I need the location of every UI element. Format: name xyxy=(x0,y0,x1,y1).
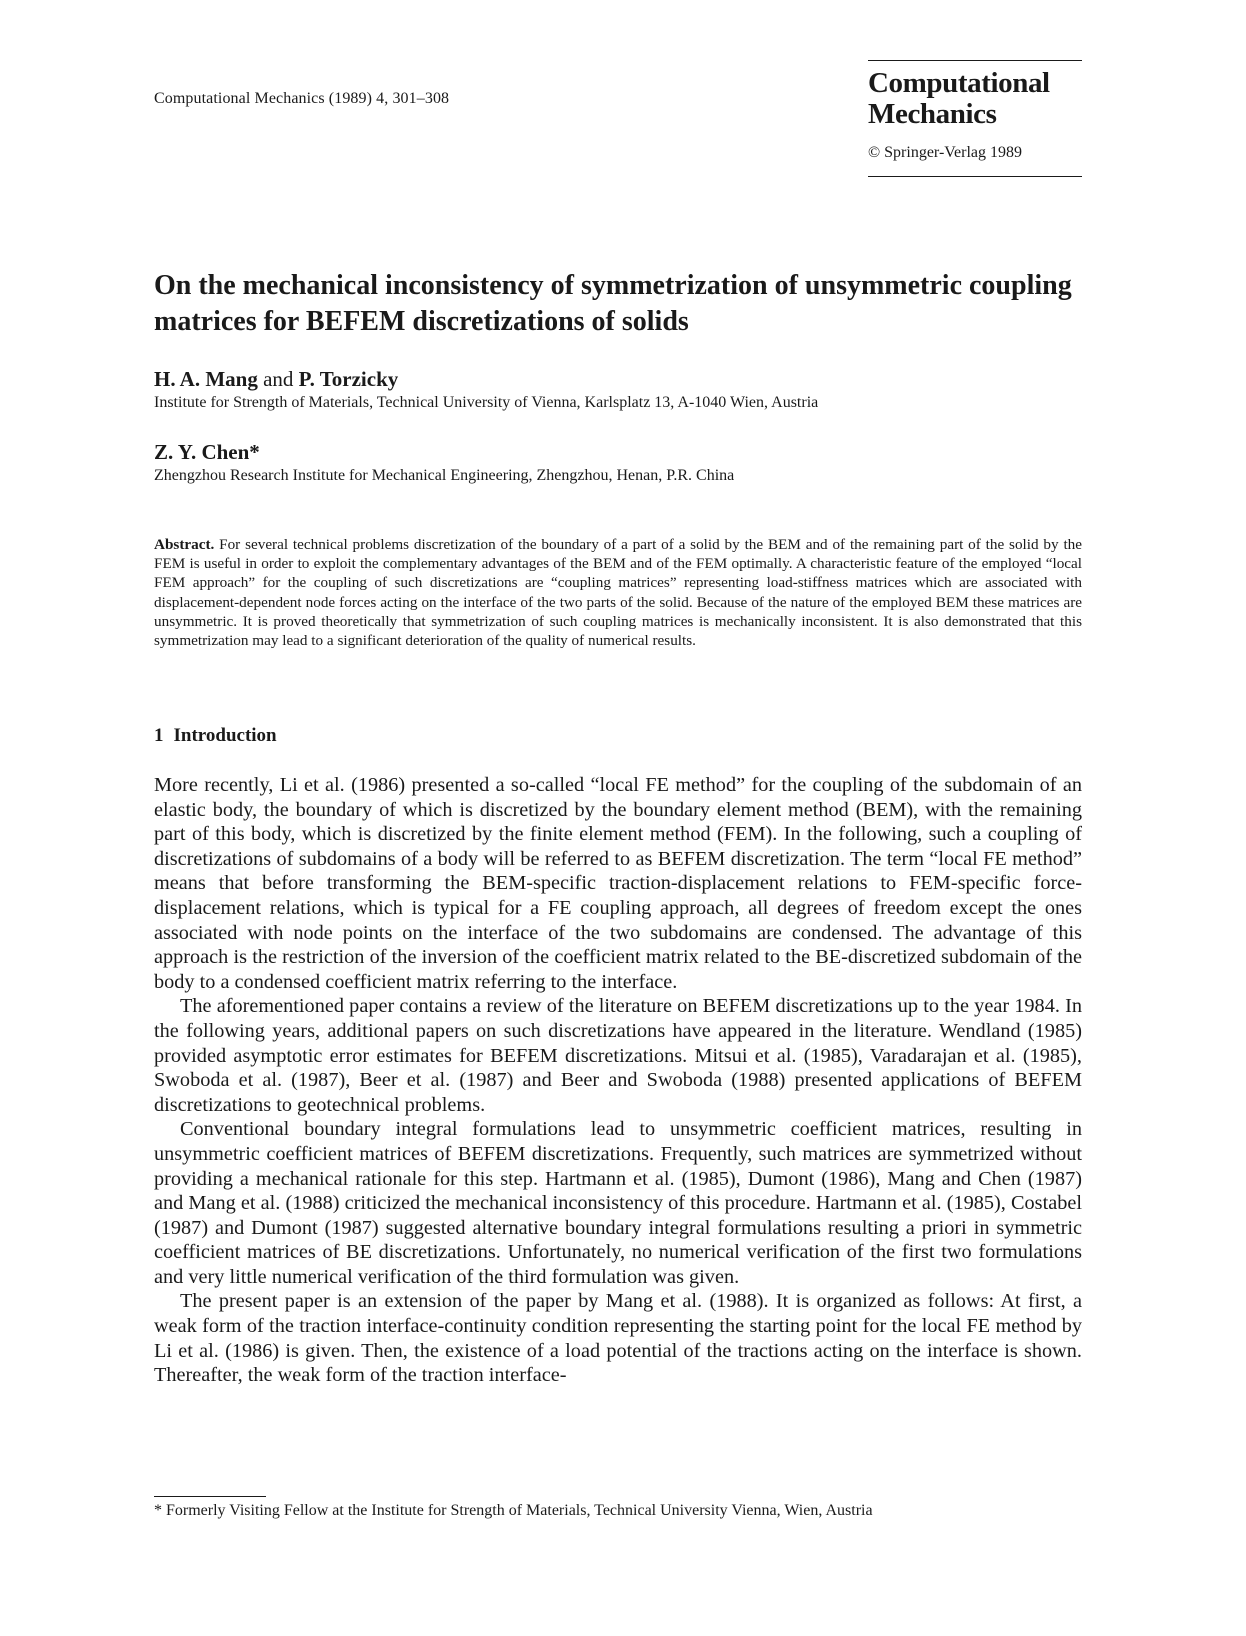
author-line-1 xyxy=(154,367,398,392)
author-affiliation-2: Zhengzhou Research Institute for Mechanical Engineering, Zhengzhou, Henan, P.R. China xyxy=(154,467,735,484)
body-paragraph: Conventional boundary integral formulations lead to unsymmetric coefficient matrices, resulting in unsymmetric coefficient matrices of BEFEM discretizations. Frequently, such matrices are symmetrized without providing a mechanical rationale for this step. Hartmann et al. (1985), Dumont (1986), Mang and Chen (1987) and Mang et al. (1988) criticized the mechanical inconsistency of this procedure. Hartmann et al. (1985), Costabel (1987) and Dumont (1987) suggested alternative boundary integral formulations resulting a priori in symmetric coefficient matrices of BE discretizations. Unfortunately, no numerical verification of the first two formulations and very little numerical verification of the third formulation was given. xyxy=(154,1118,1082,1288)
journal-name xyxy=(868,68,1082,130)
section-heading xyxy=(154,725,277,747)
journal-name-line1: Computational xyxy=(868,67,1050,99)
copyright-notice: © Springer-Verlag 1989 xyxy=(868,144,1023,161)
abstract-text: For several technical problems discretization of the boundary of a part of a solid by the BEM and of the remaining part of the solid by the FEM is useful in order to exploit the complementary advantages of the BEM and of the FEM optimally. A characteristic feature of the employed “local FEM approach” for the coupling of such discretizations are “coupling matrices” representing load-stiffness matrices which are associated with displacement-dependent node forces acting on the interface of the two parts of the solid. Because of the nature of the employed BEM these matrices are unsymmetric. It is proved theoretically that symmetrization of such coupling matrices is mechanically inconsistent. It is also demonstrated that this symmetrization may lead to a significant deterioration of the quality of numerical results. xyxy=(154,536,1082,650)
author-line-2 xyxy=(154,440,260,465)
section-body xyxy=(154,773,1082,1388)
footnote-rule xyxy=(154,1496,266,1497)
masthead-rule-bottom xyxy=(868,176,1082,177)
author-connector: and xyxy=(257,367,299,391)
body-paragraph: The present paper is an extension of the paper by Mang et al. (1988). It is organized as follows: At first, a weak form of the traction interface-continuity condition representing the starting point for the local FE method by Li et al. (1986) is given. Then, the existence of a load potential of the tractions acting on the interface is shown. Thereafter, the weak form of the traction interface- xyxy=(154,1290,1082,1387)
body-paragraph: The aforementioned paper contains a review of the literature on BEFEM discretizations up to the year 1984. In the following years, additional papers on such discretizations have appeared in the literature. Wendland (1985) provided asymptotic error estimates for BEFEM discretizations. Mitsui et al. (1985), Varadarajan et al. (1985), Swoboda et al. (1987), Beer et al. (1987) and Beer and Swoboda (1988) presented applications of BEFEM discretizations to geotechnical problems. xyxy=(154,995,1082,1116)
author-affiliation-1: Institute for Strength of Materials, Technical University of Vienna, Karlsplatz 13, A-1040 Wien, Austria xyxy=(154,394,819,411)
paper-title: On the mechanical inconsistency of symmetrization of unsymmetric coupling matrices for BEFEM discretizations of solids xyxy=(154,270,1072,337)
author-name: H. A. Mang xyxy=(154,367,258,391)
journal-citation: Computational Mechanics (1989) 4, 301–308 xyxy=(154,90,450,107)
author-name: P. Torzicky xyxy=(298,367,399,391)
journal-name-line2: Mechanics xyxy=(868,98,997,130)
abstract xyxy=(154,535,1082,650)
journal-masthead xyxy=(868,60,1082,177)
section-title: Introduction xyxy=(173,725,277,746)
masthead-rule-top xyxy=(868,60,1082,61)
author-name: Z. Y. Chen* xyxy=(154,440,260,464)
section-number: 1 xyxy=(154,725,164,746)
body-paragraph: More recently, Li et al. (1986) presented a so-called “local FE method” for the coupling of the subdomain of an elastic body, the boundary of which is discretized by the boundary element method (BEM), with the remaining part of this body, which is discretized by the finite element method (FEM). In the following, such a coupling of discretizations of subdomains of a body will be referred to as BEFEM discretization. The term “local FE method” means that before transforming the BEM-specific traction-displacement relations to FEM-specific force-displacement relations, which is typical for a FE coupling approach, all degrees of freedom except the ones associated with node points on the interface of the two subdomains are condensed. The advantage of this approach is the restriction of the inversion of the coefficient matrix related to the BE-discretized subdomain of the body to a condensed coefficient matrix referring to the interface. xyxy=(154,774,1082,993)
abstract-label: Abstract. xyxy=(154,536,215,553)
footnote: * Formerly Visiting Fellow at the Institute for Strength of Materials, Technical University Vienna, Wien, Austria xyxy=(154,1502,873,1519)
